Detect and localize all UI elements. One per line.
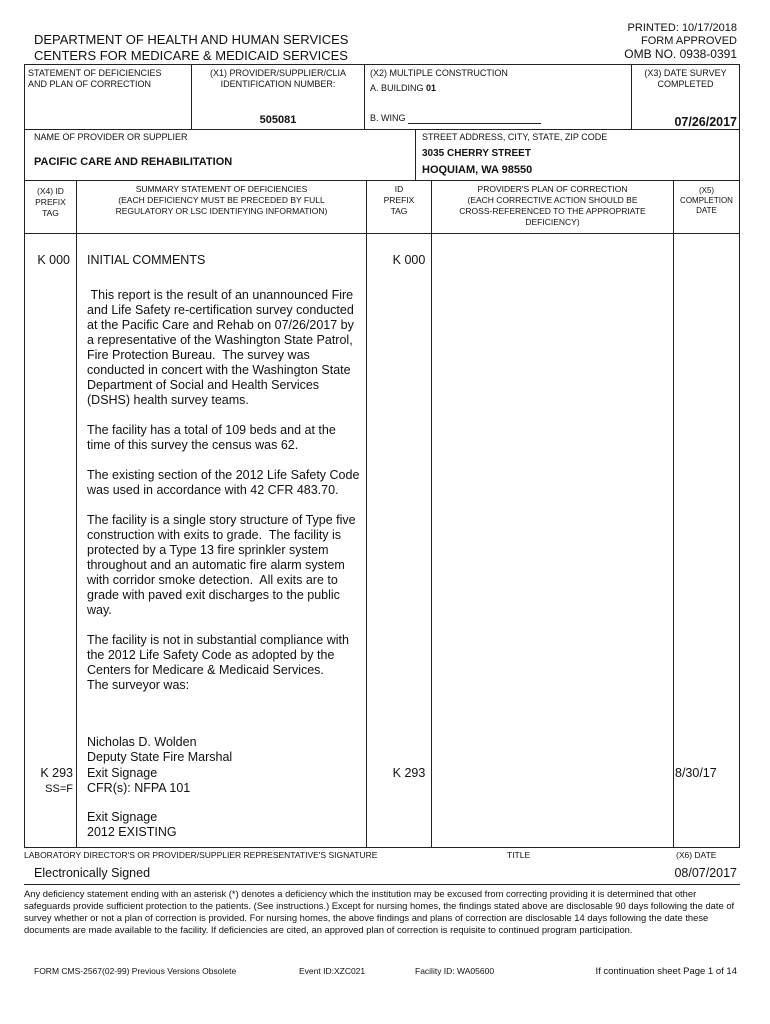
tag-k000-right: K 000 <box>392 253 426 267</box>
disclaimer: Any deficiency statement ending with an asterisk (*) denotes a deficiency which the institution may be excused from correcting providing it is determined that other safeguards provide sufficient protection to the patients. (See instructions.) Except for nursing homes, the findings stated above are disclosable 90 days following the date of survey whether or not a plan of correction is provided. For nursing homes, the above findings and plans of correction are disclosable 14 days following the date these documents are made available to the facility. If deficiencies are cited, an approved plan of correction is requisite to continued program participation. <box>24 888 735 935</box>
x2-label: (X2) MULTIPLE CONSTRUCTION <box>370 68 508 78</box>
wing-row <box>370 113 541 124</box>
form-number: FORM CMS-2567(02-99) Previous Versions Obsolete <box>34 966 237 976</box>
x4-h2: PREFIX <box>35 197 66 207</box>
statement-label: STATEMENT OF DEFICIENCIES <box>28 68 162 78</box>
initial-comments-heading: INITIAL COMMENTS <box>87 253 206 267</box>
print-info <box>624 22 737 61</box>
x1-label-2: IDENTIFICATION NUMBER: <box>220 79 336 89</box>
id-h3: TAG <box>390 206 408 216</box>
form-approved: FORM APPROVED <box>641 35 737 47</box>
id-header <box>367 184 431 217</box>
signature-date: 08/07/2017 <box>674 866 737 880</box>
summary-header <box>77 184 366 217</box>
x4-h1: (X4) ID <box>37 186 64 196</box>
summary-h1: SUMMARY STATEMENT OF DEFICIENCIES <box>135 184 308 194</box>
surveyor-name: Nicholas D. Wolden <box>87 735 197 749</box>
x5-h3: DATE <box>696 206 717 215</box>
paragraph-5: The facility is not in substantial compliance with the 2012 Life Safety Code as adopted by the Centers for Medicare & Medicaid Services. The surveyor was: <box>87 633 349 692</box>
x4-header <box>25 186 76 219</box>
plan-h1: PROVIDER'S PLAN OF CORRECTION <box>477 184 628 194</box>
paragraph-1: This report is the result of an unannounced Fire and Life Safety re-certification survey conducted at the Pacific Care and Rehab on 07/26/2017 by a representative of the Washington State Patrol, Fire Protection Bureau. The survey was conducted in concert with the Washington State Department of Social and Health Services (DSHS) health survey teams. <box>87 288 354 407</box>
x1-box <box>192 68 364 90</box>
provider-name: PACIFIC CARE AND REHABILITATION <box>34 156 233 168</box>
x6-date-label: (X6) DATE <box>676 850 717 860</box>
statement-label-2: AND PLAN OF CORRECTION <box>28 79 152 89</box>
x5-h2: COMPLETION <box>680 196 733 205</box>
signature-label: LABORATORY DIRECTOR'S OR PROVIDER/SUPPLIER REPRESENTATIVE'S SIGNATURE <box>24 850 378 860</box>
building-value: 01 <box>426 83 437 93</box>
printed-date: PRINTED: 10/17/2018 <box>627 22 737 34</box>
department-name: DEPARTMENT OF HEALTH AND HUMAN SERVICES <box>34 32 349 47</box>
k293-completion-date: 8/30/17 <box>675 766 717 780</box>
plan-h2: (EACH CORRECTIVE ACTION SHOULD BE <box>467 195 638 205</box>
address-street: 3035 CHERRY STREET <box>422 148 531 159</box>
k293-title: Exit Signage <box>87 766 158 780</box>
title-label: TITLE <box>507 850 531 860</box>
provider-label: NAME OF PROVIDER OR SUPPLIER <box>34 132 188 142</box>
omb-number: OMB NO. 0938-0391 <box>624 47 737 61</box>
surveyor-title: Deputy State Fire Marshal <box>87 750 233 764</box>
x4-h3: TAG <box>42 208 59 218</box>
centers-name: CENTERS FOR MEDICARE & MEDICAID SERVICES <box>34 48 348 63</box>
facility-id: Facility ID: WA05600 <box>415 966 495 976</box>
plan-h3: CROSS-REFERENCED TO THE APPROPRIATE <box>459 206 646 216</box>
agency-header <box>34 32 348 63</box>
id-h1: ID <box>394 184 404 194</box>
wing-blank <box>408 113 541 124</box>
plan-h4: DEFICIENCY) <box>525 217 580 227</box>
tag-k293-right: K 293 <box>392 766 426 780</box>
building-label: A. BUILDING <box>370 83 424 93</box>
k293-existing: 2012 EXISTING <box>87 825 177 839</box>
comments-body <box>87 288 367 708</box>
building-row <box>370 83 436 94</box>
wing-label: B. WING <box>370 113 406 123</box>
event-id: Event ID:XZC021 <box>299 966 366 976</box>
plan-header <box>432 184 673 228</box>
provider-id-value: 505081 <box>259 114 297 126</box>
paragraph-3: The existing section of the 2012 Life Safety Code was used in accordance with 42 CFR 483.70. <box>87 468 360 497</box>
x1-label: (X1) PROVIDER/SUPPLIER/CLIA <box>209 68 347 78</box>
tag-k293: K 293 <box>40 766 73 780</box>
address-label: STREET ADDRESS, CITY, STATE, ZIP CODE <box>422 132 608 142</box>
tag-k293-scope: SS=F <box>45 783 73 795</box>
page-indicator: If continuation sheet Page 1 of 14 <box>595 966 737 977</box>
x5-header <box>674 186 739 216</box>
tag-k000: K 000 <box>37 253 70 267</box>
summary-h3: REGULATORY OR LSC IDENTIFYING INFORMATION) <box>115 206 328 216</box>
summary-h2: (EACH DEFICIENCY MUST BE PRECEDED BY FULL <box>118 195 325 205</box>
signature-value: Electronically Signed <box>34 866 151 880</box>
paragraph-4: The facility is a single story structure of Type five construction with exits to grade. The facility is protected by a Type 13 fire sprinkler system throughout and an automatic fire alarm system with corridor smoke detection. All exits are to grade with paved exit discharges to the public way. <box>87 513 356 617</box>
statement-box <box>28 68 162 90</box>
id-h2: PREFIX <box>383 195 415 205</box>
x3-box <box>632 68 739 90</box>
k293-cfr: CFR(s): NFPA 101 <box>87 781 191 795</box>
x3-label: (X3) DATE SURVEY <box>644 68 727 78</box>
k293-subtitle: Exit Signage <box>87 810 158 824</box>
paragraph-2: The facility has a total of 109 beds and at the time of this survey the census was 62. <box>87 423 336 452</box>
address-city: HOQUIAM, WA 98550 <box>422 164 533 176</box>
x5-h1: (X5) <box>698 186 715 195</box>
survey-date-value: 07/26/2017 <box>674 115 737 129</box>
x3-label-2: COMPLETED <box>657 79 714 89</box>
